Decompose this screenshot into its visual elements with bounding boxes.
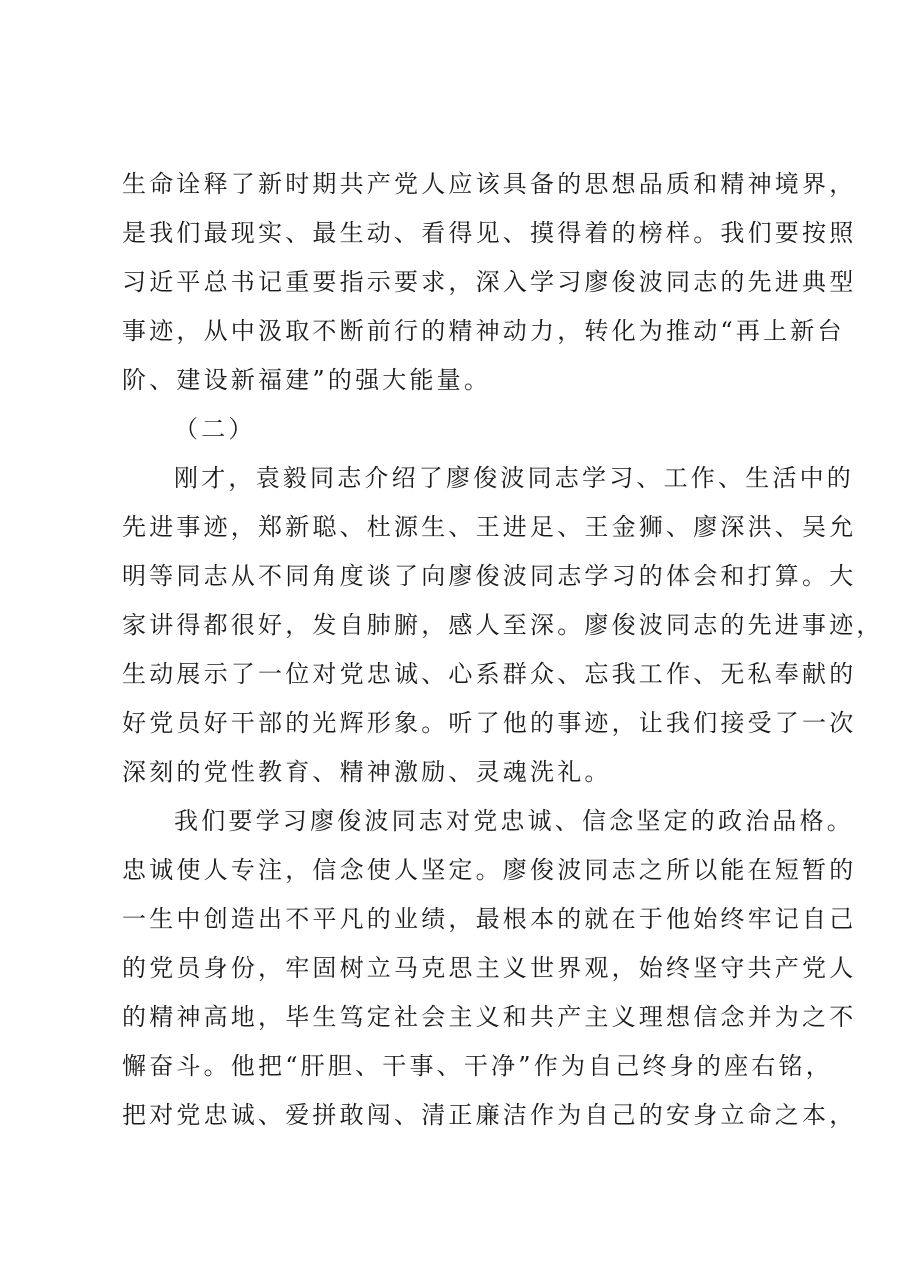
text-line: 的党员身份，牢固树立马克思主义世界观，始终坚守共产党人: [122, 954, 857, 982]
section-heading: （二）: [174, 415, 256, 443]
text-line: 事迹，从中汲取不断前行的精神动力，转化为推动“再上新台: [122, 317, 845, 345]
text-line: 懈奋斗。他把“肝胆、干事、干净”作为自己终身的座右铭，: [122, 1052, 833, 1080]
text-line: 把对党忠诚、爱拼敢闯、清正廉洁作为自己的安身立命之本，: [122, 1101, 857, 1129]
text-line: 家讲得都很好，发自肺腑，感人至深。廖俊波同志的先进事迹，: [122, 611, 884, 639]
text-line: 忠诚使人专注，信念使人坚定。廖俊波同志之所以能在短暂的: [122, 856, 857, 884]
text-line: 阶、建设新福建”的强大能量。: [122, 366, 492, 394]
text-line: 好党员好干部的光辉形象。听了他的事迹，让我们接受了一次: [122, 709, 857, 737]
text-line: 是我们最现实、最生动、看得见、摸得着的榜样。我们要按照: [122, 219, 857, 247]
text-line: 生命诠释了新时期共产党人应该具备的思想品质和精神境界，: [122, 170, 857, 198]
text-line: 生动展示了一位对党忠诚、心系群众、忘我工作、无私奉献的: [122, 660, 857, 688]
text-line: 的精神高地，毕生笃定社会主义和共产主义理想信念并为之不: [122, 1003, 857, 1031]
text-line: 明等同志从不同角度谈了向廖俊波同志学习的体会和打算。大: [122, 562, 857, 590]
text-line: 深刻的党性教育、精神激励、灵魂洗礼。: [122, 758, 612, 786]
text-line: 习近平总书记重要指示要求，深入学习廖俊波同志的先进典型: [122, 268, 857, 296]
text-line: 先进事迹，郑新聪、杜源生、王进足、王金狮、廖深洪、吴允: [122, 513, 857, 541]
text-line: 一生中创造出不平凡的业绩，最根本的就在于他始终牢记自己: [122, 905, 857, 933]
paragraph-first-line: 我们要学习廖俊波同志对党忠诚、信念坚定的政治品格。: [174, 807, 854, 835]
body-text: [122, 160, 884, 1140]
paragraph-first-line: 刚才，袁毅同志介绍了廖俊波同志学习、工作、生活中的: [174, 464, 854, 492]
